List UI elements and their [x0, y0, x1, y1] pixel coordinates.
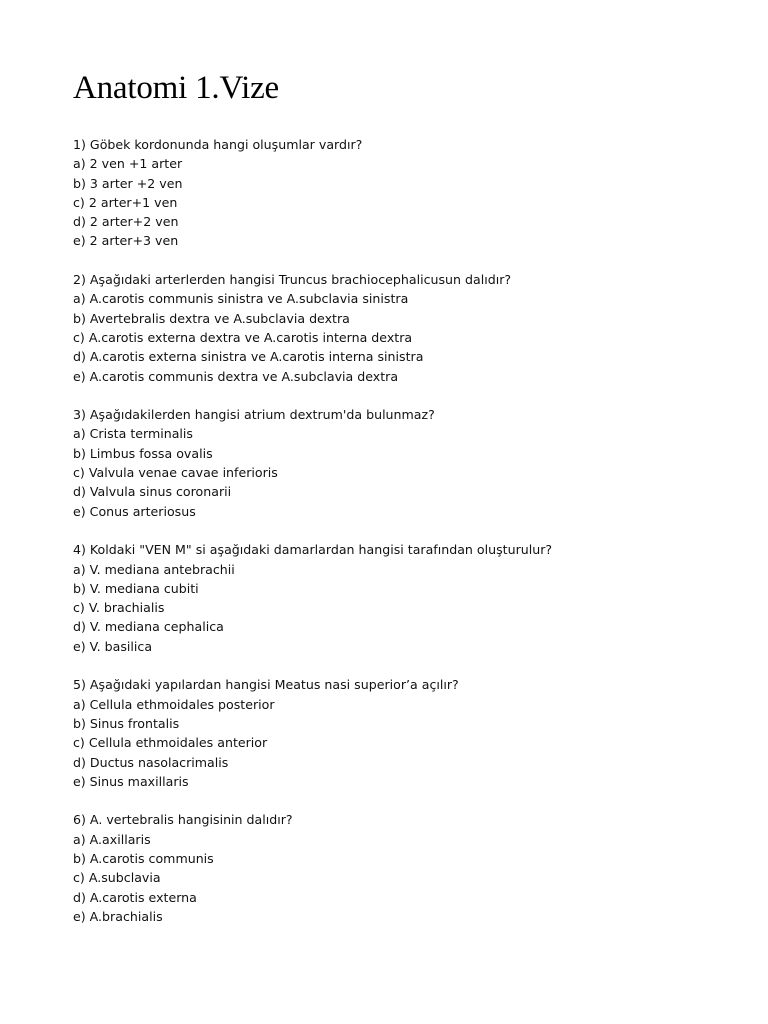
option-b: b) Limbus fossa ovalis	[73, 445, 213, 461]
option-c: c) 2 arter+1 ven	[73, 194, 178, 210]
option-a: a) A.carotis communis sinistra ve A.subclavia sinistra	[73, 291, 409, 307]
option-a: a) V. mediana antebrachii	[73, 561, 235, 577]
question-1	[73, 135, 753, 251]
question-prompt: 5) Aşağıdaki yapılardan hangisi Meatus nasi superior’a açılır?	[73, 677, 459, 693]
option-b: b) V. mediana cubiti	[73, 580, 199, 596]
option-b: b) Avertebralis dextra ve A.subclavia dextra	[73, 310, 350, 326]
option-b: b) A.carotis communis	[73, 850, 214, 866]
option-b: b) Sinus frontalis	[73, 715, 180, 731]
question-prompt: 4) Koldaki "VEN M" si aşağıdaki damarlardan hangisi tarafından oluşturulur?	[73, 542, 553, 558]
question-3	[73, 405, 753, 521]
option-b: b) 3 arter +2 ven	[73, 175, 183, 191]
option-d: d) Ductus nasolacrimalis	[73, 754, 229, 770]
option-e: e) A.carotis communis dextra ve A.subclavia dextra	[73, 368, 399, 384]
question-prompt: 1) Göbek kordonunda hangi oluşumlar vardır?	[73, 137, 363, 152]
option-e: e) 2 arter+3 ven	[73, 233, 179, 249]
question-6	[73, 810, 753, 926]
question-prompt: 2) Aşağıdaki arterlerden hangisi Truncus brachiocephalicusun dalıdır?	[73, 272, 512, 288]
question-list	[73, 135, 753, 945]
question-4	[73, 540, 753, 656]
option-e: e) V. basilica	[73, 638, 153, 654]
option-a: a) A.axillaris	[73, 831, 151, 847]
option-e: e) Conus arteriosus	[73, 503, 196, 519]
question-prompt: 6) A. vertebralis hangisinin dalıdır?	[73, 812, 293, 828]
option-c: c) V. brachialis	[73, 600, 165, 616]
option-d: d) Valvula sinus coronarii	[73, 484, 232, 500]
option-d: d) 2 arter+2 ven	[73, 214, 179, 230]
question-prompt: 3) Aşağıdakilerden hangisi atrium dextrum'da bulunmaz?	[73, 407, 435, 423]
option-c: c) Cellula ethmoidales anterior	[73, 735, 268, 751]
option-e: e) A.brachialis	[73, 908, 163, 924]
option-c: c) A.subclavia	[73, 870, 161, 886]
option-e: e) Sinus maxillaris	[73, 773, 189, 789]
page-title: Anatomi 1.Vize	[73, 70, 279, 106]
option-d: d) V. mediana cephalica	[73, 619, 224, 635]
option-c: c) Valvula venae cavae inferioris	[73, 465, 278, 481]
option-a: a) Cellula ethmoidales posterior	[73, 696, 275, 712]
option-c: c) A.carotis externa dextra ve A.carotis interna dextra	[73, 329, 413, 345]
option-a: a) 2 ven +1 arter	[73, 156, 183, 172]
option-a: a) Crista terminalis	[73, 426, 193, 442]
option-d: d) A.carotis externa sinistra ve A.carotis interna sinistra	[73, 349, 424, 365]
question-5	[73, 675, 753, 791]
question-2	[73, 270, 753, 386]
option-d: d) A.carotis externa	[73, 889, 197, 905]
